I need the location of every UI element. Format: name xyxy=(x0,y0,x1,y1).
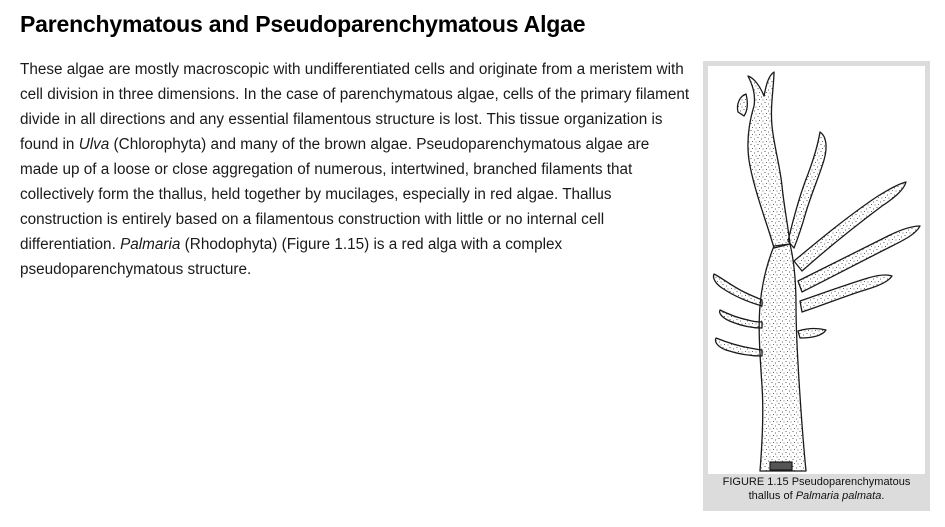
thallus-frond-upper-left xyxy=(748,72,790,248)
ulva-genus: Ulva xyxy=(78,136,110,153)
body-paragraph xyxy=(20,57,690,282)
figure-image xyxy=(708,66,925,474)
thallus-frond-middle xyxy=(788,132,826,248)
thallus-lobe-top xyxy=(737,94,747,116)
figure-caption xyxy=(707,476,926,503)
thallus-stipe xyxy=(759,244,806,471)
palmaria-thallus-illustration xyxy=(708,66,925,474)
paragraph-text-1: These algae are mostly macroscopic with undifferentiated cells and originate from a meristem with cell division in three dimensions. In the case of parenchymatous algae, cells of the primary filament divide in all directions and any essential filamentous structure is lost. This tissue organization is found in xyxy=(20,61,690,153)
paragraph-text-2: (Chlorophyta) and many of the brown algae. Pseudoparenchymatous algae are made up of a loose or close aggregation of numerous, intertwined, branched filaments that collectively form the thallus, held together by mucilages, especially in red algae. Thallus construction is entirely based on a filamentous construction with little or no internal cell differentiation. xyxy=(20,136,650,253)
thallus-frond-right-lower xyxy=(798,329,826,338)
thallus-frond-left-3 xyxy=(715,338,762,356)
palmaria-genus: Palmaria xyxy=(120,236,181,253)
thallus-frond-left-1 xyxy=(713,274,762,306)
section-heading: Parenchymatous and Pseudoparenchymatous Algae xyxy=(20,11,586,37)
figure-panel xyxy=(703,61,930,511)
thallus-frond-left-2 xyxy=(720,310,762,328)
holdfast xyxy=(770,462,792,470)
caption-period: . xyxy=(881,489,885,502)
caption-text: FIGURE 1.15 Pseudoparenchymatous thallus of xyxy=(722,476,911,502)
caption-species: Palmaria palmata xyxy=(795,489,882,502)
paragraph-text-3: (Rhodophyta) (Figure 1.15) is a red alga with a complex pseudoparenchymatous structure. xyxy=(20,236,563,278)
